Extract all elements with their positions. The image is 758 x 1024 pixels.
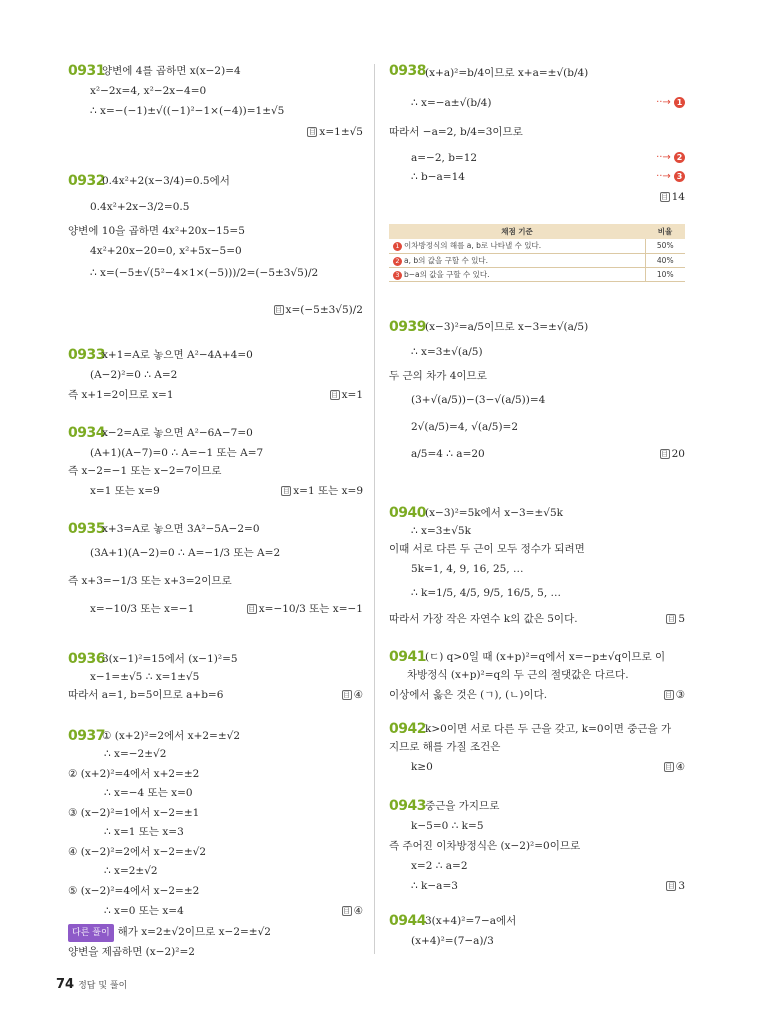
solution-line — [104, 785, 193, 801]
solution-text: 양변을 제곱하면 (x−2)²=2 — [68, 946, 195, 958]
solution-text: 두 근의 차가 4이므로 — [389, 370, 487, 382]
solution-line — [68, 844, 206, 860]
problem-number: 0936 — [68, 651, 105, 667]
solution-line — [389, 687, 547, 703]
solution-text: k≥0 — [411, 761, 433, 773]
criterion-number: 2 — [393, 257, 402, 266]
solution-line — [68, 687, 223, 703]
step-marker — [656, 97, 685, 108]
solution-line — [389, 739, 500, 755]
answer — [281, 483, 363, 499]
solution-text: 즉 x+3=−1/3 또는 x+3=2이므로 — [68, 575, 232, 587]
solution-line — [102, 63, 241, 79]
grading-ratio: 40% — [645, 253, 685, 267]
solution-line — [411, 561, 523, 577]
criterion-number: 1 — [393, 242, 402, 251]
problem-number: 0938 — [389, 63, 426, 79]
answer — [342, 903, 363, 919]
alternative-solution-badge: 다른 풀이 — [68, 924, 114, 942]
footer-label: 정답 및 풀이 — [78, 981, 128, 991]
solution-line — [90, 545, 280, 561]
solution-text: 0.4x²+2x−3/2=0.5 — [90, 201, 190, 213]
solution-line — [104, 903, 184, 919]
solution-line — [425, 913, 516, 929]
solution-text: ③ (x−2)²=1에서 x−2=±1 — [68, 807, 200, 819]
grading-table — [389, 224, 685, 282]
problem-number: 0940 — [389, 505, 426, 521]
solution-text: (3+√(a/5))−(3−√(a/5))=4 — [411, 394, 546, 406]
answer-icon: 目 — [331, 391, 339, 399]
criterion-text: 이차방정식의 해를 a, b로 나타낼 수 있다. — [404, 241, 542, 251]
answer — [660, 446, 685, 462]
solution-line — [102, 425, 253, 441]
answer-icon: 目 — [308, 128, 316, 136]
solution-text: 즉 x−2=−1 또는 x−2=7이므로 — [68, 465, 222, 477]
solution-line — [102, 347, 253, 363]
criterion-text: b−a의 값을 구할 수 있다. — [404, 269, 490, 279]
solution-text: 따라서 a=1, b=5이므로 a+b=6 — [68, 689, 224, 701]
solution-line — [90, 243, 242, 259]
problem-number: 0937 — [68, 728, 105, 744]
answer-text: x=−10/3 또는 x=−1 — [258, 603, 363, 615]
grading-row — [389, 239, 685, 253]
solution-line — [411, 419, 518, 435]
solution-line — [389, 124, 523, 140]
solution-text: x+1=A로 놓으면 A²−4A+4=0 — [102, 349, 253, 361]
solution-text: 양변에 10을 곱하면 4x²+20x−15=5 — [68, 225, 245, 237]
solution-text: (A+1)(A−7)=0 ∴ A=−1 또는 A=7 — [90, 447, 264, 459]
answer — [664, 687, 685, 703]
solution-line — [411, 878, 458, 894]
answer — [342, 687, 363, 703]
solution-line — [90, 601, 194, 617]
problem-number: 0932 — [68, 173, 105, 189]
solution-line — [102, 728, 240, 744]
solution-line — [102, 521, 260, 537]
solution-text: (x+4)²=(7−a)/3 — [411, 935, 494, 947]
step-arrow-icon: ··→ — [656, 97, 674, 108]
solution-text: 즉 주어진 이차방정식은 (x−2)²=0이므로 — [389, 840, 581, 852]
solution-text: 이때 서로 다른 두 근이 모두 정수가 되려면 — [389, 543, 585, 555]
solution-line — [389, 541, 585, 557]
solution-line — [68, 944, 195, 960]
solution-text: 해가 x=2±√2이므로 x−2=±√2 — [117, 926, 271, 938]
solution-line — [425, 798, 499, 814]
step-marker — [656, 152, 685, 163]
solution-line — [90, 669, 199, 685]
solution-text: 즉 x+1=2이므로 x=1 — [68, 389, 174, 401]
solution-text: 4x²+20x−20=0, x²+5x−5=0 — [90, 245, 242, 257]
solution-line — [411, 169, 465, 185]
solution-line — [425, 649, 665, 665]
solution-line — [90, 265, 318, 281]
criterion-number: 3 — [393, 271, 402, 280]
answer-text: 20 — [671, 448, 685, 460]
solution-text: ① (x+2)²=2에서 x+2=±√2 — [102, 730, 241, 742]
criterion-text: a, b의 값을 구할 수 있다. — [404, 255, 489, 265]
solution-text: x−1=±√5 ∴ x=1±√5 — [90, 671, 200, 683]
answer-icon: 目 — [248, 605, 256, 613]
solution-text: k>0이면 서로 다른 두 근을 갖고, k=0이면 중근을 가 — [425, 723, 672, 735]
solution-line — [411, 523, 471, 539]
answer — [330, 387, 363, 403]
answer-text: x=1 — [341, 389, 363, 401]
answer-icon: 目 — [343, 907, 351, 915]
solution-text: 0.4x²+2(x−3/4)=0.5에서 — [102, 175, 230, 187]
solution-text: x=1 또는 x=9 — [90, 485, 160, 497]
problem-number: 0939 — [389, 319, 426, 335]
solution-line — [411, 858, 468, 874]
answer-text: ④ — [353, 905, 363, 917]
answer — [666, 611, 685, 627]
page-footer — [56, 977, 127, 992]
answer — [660, 189, 685, 205]
solution-text: ∴ x=2±√2 — [104, 865, 158, 877]
solution-text: ∴ x=3±√(a/5) — [411, 346, 483, 358]
answer-icon: 目 — [343, 691, 351, 699]
solution-line — [68, 766, 199, 782]
solution-line — [104, 824, 184, 840]
solution-line — [68, 387, 174, 403]
grading-header-ratio: 비율 — [645, 224, 685, 239]
solution-line — [411, 818, 484, 834]
answer-icon: 目 — [665, 763, 673, 771]
answer-icon: 目 — [661, 450, 669, 458]
solution-text: ④ (x−2)²=2에서 x−2=±√2 — [68, 846, 207, 858]
solution-line — [90, 367, 177, 383]
solution-text: ∴ x=(−5±√(5²−4×1×(−5)))/2=(−5±3√5)/2 — [90, 267, 319, 279]
answer — [274, 302, 363, 318]
solution-line — [90, 483, 160, 499]
solution-text: 3(x−1)²=15에서 (x−1)²=5 — [102, 653, 238, 665]
problem-number: 0944 — [389, 913, 426, 929]
answer-icon: 目 — [661, 193, 669, 201]
solution-text: ② (x+2)²=4에서 x+2=±2 — [68, 768, 200, 780]
solution-line — [102, 651, 238, 667]
solution-line — [104, 863, 158, 879]
solution-text: 따라서 가장 작은 자연수 k의 값은 5이다. — [389, 613, 578, 625]
solution-text: x+3=A로 놓으면 3A²−5A−2=0 — [102, 523, 260, 535]
solution-line — [425, 505, 563, 521]
solution-text: x−2=A로 놓으면 A²−6A−7=0 — [102, 427, 253, 439]
problem-number: 0942 — [389, 721, 426, 737]
answer-icon: 目 — [665, 691, 673, 699]
solution-line — [411, 585, 561, 601]
answer-text: x=1±√5 — [319, 126, 363, 138]
solution-line — [411, 392, 545, 408]
solution-text: ∴ x=3±√5k — [411, 525, 471, 537]
step-number: 3 — [674, 171, 685, 182]
solution-text: ∴ x=−2±√2 — [104, 748, 167, 760]
solution-text: ∴ x=−(−1)±√((−1)²−1×(−4))=1±√5 — [90, 105, 285, 117]
solution-line — [425, 721, 671, 737]
solution-line — [68, 463, 221, 479]
solution-text: 차방정식 (x+p)²=q의 두 근의 절댓값은 다르다. — [407, 669, 629, 681]
solution-line — [68, 805, 199, 821]
grading-row — [389, 253, 685, 267]
solution-text: ⑤ (x−2)²=4에서 x−2=±2 — [68, 885, 200, 897]
solution-line — [389, 611, 578, 627]
solution-text: 따라서 −a=2, b/4=3이므로 — [389, 126, 523, 138]
solution-text: x²−2x=4, x²−2x−4=0 — [90, 85, 207, 97]
solution-text: ∴ k−a=3 — [411, 880, 458, 892]
step-number: 1 — [674, 97, 685, 108]
problem-number: 0931 — [68, 63, 105, 79]
answer — [664, 759, 685, 775]
solution-line — [425, 319, 588, 335]
answer-text: 3 — [678, 880, 685, 892]
solution-line — [68, 223, 245, 239]
solution-line — [411, 344, 483, 360]
solution-line — [90, 445, 263, 461]
problem-number: 0934 — [68, 425, 105, 441]
step-marker — [656, 171, 685, 182]
solution-text: a=−2, b=12 — [411, 152, 478, 164]
answer-text: 5 — [678, 613, 685, 625]
column-divider — [374, 64, 375, 954]
solution-text: ∴ x=−4 또는 x=0 — [104, 787, 193, 799]
grading-ratio: 50% — [645, 239, 685, 253]
solution-text: k−5=0 ∴ k=5 — [411, 820, 484, 832]
solution-line — [389, 838, 580, 854]
grading-criterion — [389, 239, 645, 253]
answer-icon: 目 — [282, 487, 290, 495]
grading-ratio: 10% — [645, 267, 685, 281]
solution-line — [90, 103, 284, 119]
grading-row — [389, 267, 685, 281]
solution-text: 이상에서 옳은 것은 (ㄱ), (ㄴ)이다. — [389, 689, 548, 701]
solution-line — [68, 883, 199, 899]
answer-text: x=(−5±3√5)/2 — [285, 304, 363, 316]
solution-line — [411, 933, 494, 949]
problem-number: 0935 — [68, 521, 105, 537]
solution-text: ∴ x=−a±√(b/4) — [411, 97, 492, 109]
solution-text: 중근을 가지므로 — [425, 800, 500, 812]
solution-line — [90, 199, 189, 215]
solution-text: ∴ x=1 또는 x=3 — [104, 826, 184, 838]
solution-line — [389, 368, 487, 384]
solution-text: ∴ b−a=14 — [411, 171, 465, 183]
solution-line — [411, 446, 485, 462]
solution-line — [407, 667, 629, 683]
step-arrow-icon: ··→ — [656, 171, 674, 182]
grading-criterion — [389, 267, 645, 281]
page-number: 74 — [56, 977, 75, 992]
solution-text: (A−2)²=0 ∴ A=2 — [90, 369, 178, 381]
step-number: 2 — [674, 152, 685, 163]
solution-text: (ㄷ) q>0일 때 (x+p)²=q에서 x=−p±√q이므로 이 — [425, 651, 666, 663]
solution-line — [104, 746, 166, 762]
solution-text: x=2 ∴ a=2 — [411, 860, 468, 872]
solution-line — [102, 173, 230, 189]
answer-text: x=1 또는 x=9 — [293, 485, 363, 497]
answer-text: ③ — [675, 689, 685, 701]
grading-criterion — [389, 253, 645, 267]
grading-header-criteria: 채점 기준 — [389, 224, 645, 239]
solution-text: (x−3)²=a/5이므로 x−3=±√(a/5) — [425, 321, 589, 333]
solution-text: ∴ x=0 또는 x=4 — [104, 905, 184, 917]
answer — [307, 124, 363, 140]
solution-text: 양변에 4를 곱하면 x(x−2)=4 — [102, 65, 241, 77]
answer — [247, 601, 363, 617]
solution-text: a/5=4 ∴ a=20 — [411, 448, 485, 460]
solution-text: (x−3)²=5k에서 x−3=±√5k — [425, 507, 563, 519]
solution-line — [68, 573, 232, 589]
answer-icon: 目 — [667, 615, 675, 623]
step-arrow-icon: ··→ — [656, 152, 674, 163]
solution-text: 5k=1, 4, 9, 16, 25, … — [411, 563, 524, 575]
solution-line — [411, 150, 477, 166]
problem-number: 0943 — [389, 798, 426, 814]
solution-text: ∴ k=1/5, 4/5, 9/5, 16/5, 5, … — [411, 587, 562, 599]
solution-text: x=−10/3 또는 x=−1 — [90, 603, 195, 615]
solution-text: 2√(a/5)=4, √(a/5)=2 — [411, 421, 519, 433]
answer — [666, 878, 685, 894]
solution-line — [68, 924, 271, 942]
answer-icon: 目 — [275, 306, 283, 314]
solution-text: 지므로 해를 가질 조건은 — [389, 741, 501, 753]
solution-text: (3A+1)(A−2)=0 ∴ A=−1/3 또는 A=2 — [90, 547, 281, 559]
solution-line — [411, 95, 491, 111]
solution-text: 3(x+4)²=7−a에서 — [425, 915, 517, 927]
answer-text: 14 — [671, 191, 685, 203]
answer-text: ④ — [353, 689, 363, 701]
solution-line — [425, 65, 588, 81]
problem-number: 0941 — [389, 649, 426, 665]
problem-number: 0933 — [68, 347, 105, 363]
answer-icon: 目 — [667, 882, 675, 890]
answer-text: ④ — [675, 761, 685, 773]
solution-line — [411, 759, 433, 775]
solution-line — [90, 83, 206, 99]
solution-text: (x+a)²=b/4이므로 x+a=±√(b/4) — [425, 67, 589, 79]
